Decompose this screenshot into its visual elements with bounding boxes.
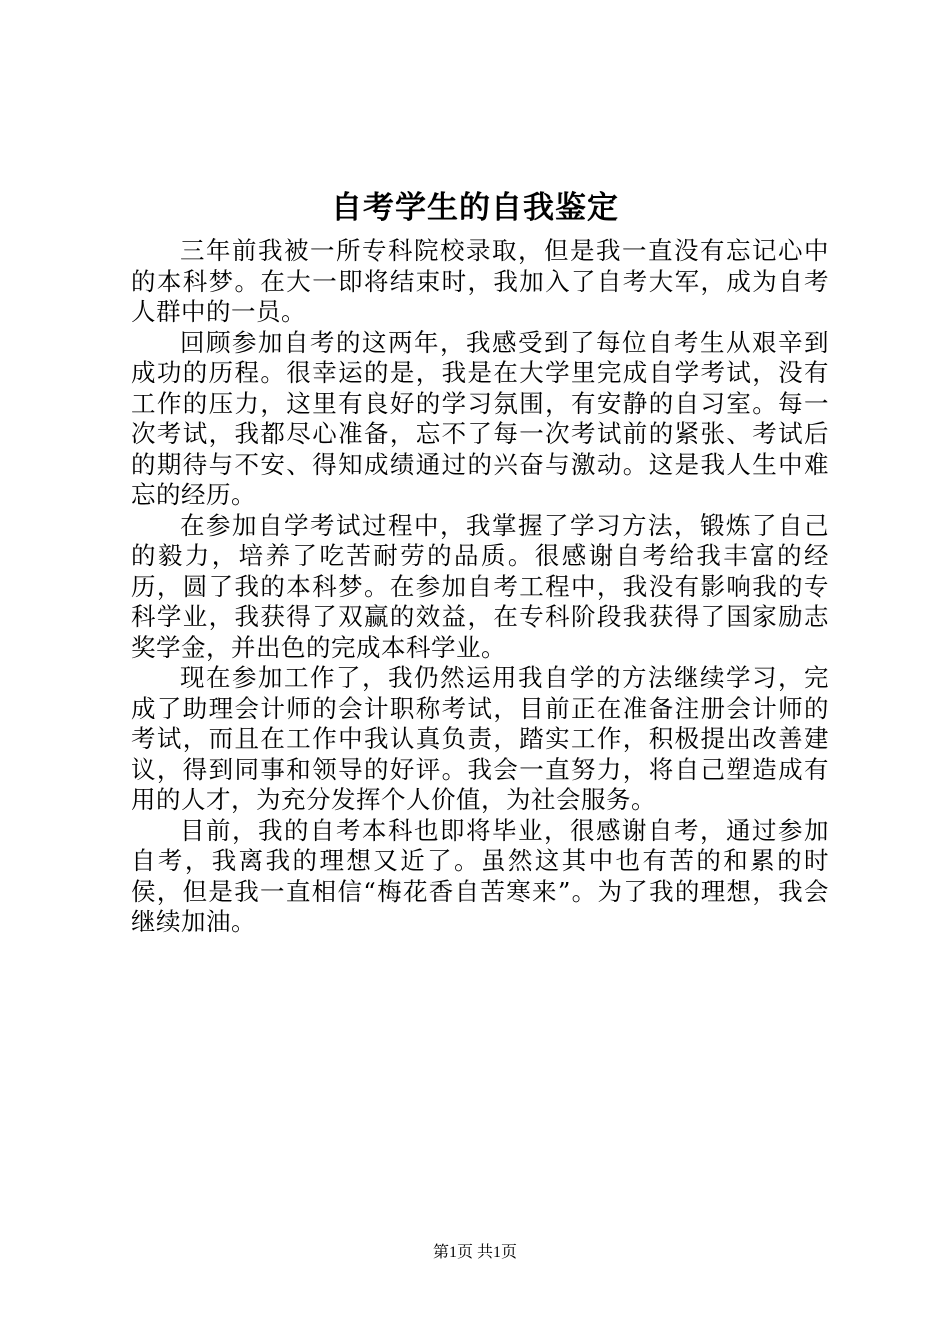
paragraph-1: 三年前我被一所专科院校录取，但是我一直没有忘记心中的本科梦。在大一即将结束时，我加入了自考大军，成为自考人群中的一员。: [131, 236, 829, 326]
document-body: [131, 236, 829, 938]
document-title: 自考学生的自我鉴定: [331, 190, 619, 226]
paragraph-3: 在参加自学考试过程中，我掌握了学习方法，锻炼了自己的毅力，培养了吃苦耐劳的品质。很感谢自考给我丰富的经历，圆了我的本科梦。在参加自考工程中，我没有影响我的专科学业，我获得了双赢的效益，在专科阶段我获得了国家励志奖学金，并出色的完成本科学业。: [131, 510, 829, 662]
paragraph-5: 目前，我的自考本科也即将毕业，很感谢自考，通过参加自考，我离我的理想又近了。虽然这其中也有苦的和累的时侯，但是我一直相信“梅花香自苦寒来”。为了我的理想，我会继续加油。: [131, 815, 829, 936]
paragraph-4: 现在参加工作了，我仍然运用我自学的方法继续学习，完成了助理会计师的会计职称考试，目前正在准备注册会计师的考试，而且在工作中我认真负责，踏实工作，积极提出改善建议，得到同事和领导的好评。我会一直努力，将自己塑造成有用的人才，为充分发挥个人价值，为社会服务。: [131, 663, 829, 814]
page-footer: 第1页 共1页: [432, 1244, 517, 1261]
paragraph-2: 回顾参加自考的这两年，我感受到了每位自考生从艰辛到成功的历程。很幸运的是，我是在大学里完成自学考试，没有工作的压力，这里有良好的学习氛围，有安静的自习室。每一次考试，我都尽心准备，忘不了每一次考试前的紧张、考试后的期待与不安、得知成绩通过的兴奋与激动。这是我人生中难忘的经历。: [131, 327, 829, 509]
